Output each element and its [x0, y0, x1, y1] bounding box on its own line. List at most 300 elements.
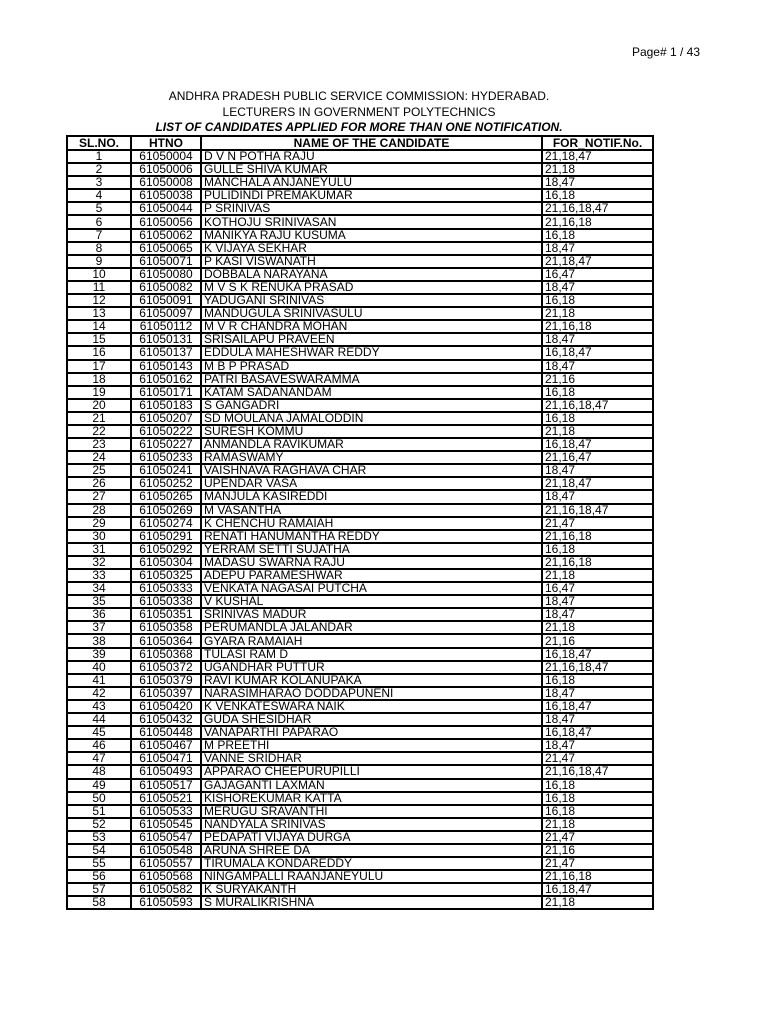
cell-htno: 61050420 [131, 700, 201, 713]
cell-notif-no: 16,18 [542, 386, 653, 399]
cell-notif-no: 16,18,47 [542, 726, 653, 739]
cell-htno: 61050432 [131, 713, 201, 726]
cell-candidate-name: NARASIMHARAO DODDAPUNENI [201, 687, 542, 700]
cell-notif-no: 16,18 [542, 674, 653, 687]
cell-slno: 21 [67, 412, 131, 425]
cell-slno: 7 [67, 229, 131, 242]
cell-slno: 11 [67, 281, 131, 294]
cell-candidate-name: M V R CHANDRA MOHAN [201, 320, 542, 333]
cell-notif-no: 18,47 [542, 464, 653, 477]
cell-candidate-name: MERUGU SRAVANTHI [201, 805, 542, 818]
cell-slno: 19 [67, 386, 131, 399]
table-row [67, 360, 653, 373]
cell-candidate-name: RAVI KUMAR KOLANUPAKA [201, 674, 542, 687]
cell-slno: 44 [67, 713, 131, 726]
table-row [67, 569, 653, 582]
cell-slno: 52 [67, 818, 131, 831]
cell-slno: 15 [67, 333, 131, 346]
column-header-name: NAME OF THE CANDIDATE [201, 136, 542, 150]
cell-notif-no: 21,47 [542, 517, 653, 530]
table-row [67, 779, 653, 792]
cell-htno: 61050364 [131, 634, 201, 647]
cell-candidate-name: MADASU SWARNA RAJU [201, 556, 542, 569]
cell-htno: 61050265 [131, 490, 201, 503]
table-row [67, 412, 653, 425]
table-row [67, 163, 653, 176]
cell-notif-no: 18,47 [542, 281, 653, 294]
post-title: LECTURERS IN GOVERNMENT POLYTECHNICS [222, 105, 496, 119]
cell-htno: 61050397 [131, 687, 201, 700]
cell-notif-no: 18,47 [542, 739, 653, 752]
cell-candidate-name: KISHOREKUMAR KATTA [201, 792, 542, 805]
cell-htno: 61050557 [131, 857, 201, 870]
cell-candidate-name: ADEPU PARAMESHWAR [201, 569, 542, 582]
cell-notif-no: 21,18 [542, 425, 653, 438]
cell-notif-no: 16,18,47 [542, 346, 653, 359]
cell-candidate-name: TULASI RAM D [201, 648, 542, 661]
table-row [67, 399, 653, 412]
table-row [67, 255, 653, 268]
cell-candidate-name: K VENKATESWARA NAIK [201, 700, 542, 713]
cell-htno: 61050325 [131, 569, 201, 582]
cell-htno: 61050006 [131, 163, 201, 176]
column-header-slno: SL.NO. [67, 136, 131, 150]
cell-slno: 43 [67, 700, 131, 713]
cell-slno: 4 [67, 189, 131, 202]
table-row [67, 608, 653, 621]
cell-candidate-name: K SURYAKANTH [201, 883, 542, 896]
cell-candidate-name: M VASANTHA [201, 504, 542, 517]
cell-slno: 34 [67, 582, 131, 595]
table-row [67, 818, 653, 831]
column-header-htno: HTNO [131, 136, 201, 150]
table-row [67, 477, 653, 490]
cell-slno: 41 [67, 674, 131, 687]
table-row [67, 831, 653, 844]
cell-candidate-name: SURESH KOMMU [201, 425, 542, 438]
table-row [67, 517, 653, 530]
cell-htno: 61050097 [131, 307, 201, 320]
cell-slno: 39 [67, 648, 131, 661]
cell-slno: 57 [67, 883, 131, 896]
cell-notif-no: 21,16,18,47 [542, 765, 653, 778]
cell-notif-no: 21,16,18,47 [542, 202, 653, 215]
table-row [67, 870, 653, 883]
cell-slno: 28 [67, 504, 131, 517]
cell-htno: 61050038 [131, 189, 201, 202]
cell-slno: 29 [67, 517, 131, 530]
table-row [67, 189, 653, 202]
table-row [67, 792, 653, 805]
cell-htno: 61050162 [131, 373, 201, 386]
cell-notif-no: 21,16,18 [542, 215, 653, 228]
cell-notif-no: 16,18 [542, 779, 653, 792]
cell-notif-no: 21,16 [542, 844, 653, 857]
table-row [67, 229, 653, 242]
cell-slno: 37 [67, 621, 131, 634]
cell-htno: 61050080 [131, 268, 201, 281]
cell-notif-no: 21,16,18 [542, 530, 653, 543]
cell-htno: 61050533 [131, 805, 201, 818]
cell-slno: 23 [67, 438, 131, 451]
cell-htno: 61050368 [131, 648, 201, 661]
cell-htno: 61050071 [131, 255, 201, 268]
cell-candidate-name: NINGAMPALLI RAANJANEYULU [201, 870, 542, 883]
cell-notif-no: 21,18,47 [542, 150, 653, 163]
cell-htno: 61050056 [131, 215, 201, 228]
cell-notif-no: 18,47 [542, 176, 653, 189]
table-row [67, 346, 653, 359]
cell-notif-no: 21,18 [542, 163, 653, 176]
cell-notif-no: 21,16,18 [542, 320, 653, 333]
table-row [67, 661, 653, 674]
table-row [67, 896, 653, 909]
cell-htno: 61050274 [131, 517, 201, 530]
cell-slno: 12 [67, 294, 131, 307]
table-row [67, 373, 653, 386]
cell-slno: 14 [67, 320, 131, 333]
table-row [67, 150, 653, 163]
cell-candidate-name: S GANGADRI [201, 399, 542, 412]
cell-candidate-name: PERUMANDLA JALANDAR [201, 621, 542, 634]
cell-slno: 6 [67, 215, 131, 228]
cell-candidate-name: VANNE SRIDHAR [201, 752, 542, 765]
table-row [67, 320, 653, 333]
cell-notif-no: 18,47 [542, 490, 653, 503]
cell-notif-no: 21,18 [542, 818, 653, 831]
cell-candidate-name: ANMANDLA RAVIKUMAR [201, 438, 542, 451]
cell-htno: 61050593 [131, 896, 201, 909]
table-row [67, 805, 653, 818]
cell-notif-no: 21,16 [542, 373, 653, 386]
cell-candidate-name: M V S K RENUKA PRASAD [201, 281, 542, 294]
cell-notif-no: 16,18,47 [542, 700, 653, 713]
cell-slno: 31 [67, 543, 131, 556]
cell-slno: 46 [67, 739, 131, 752]
cell-candidate-name: GYARA RAMAIAH [201, 634, 542, 647]
table-row [67, 451, 653, 464]
table-row [67, 438, 653, 451]
cell-slno: 10 [67, 268, 131, 281]
cell-htno: 61050333 [131, 582, 201, 595]
cell-htno: 61050008 [131, 176, 201, 189]
cell-slno: 8 [67, 242, 131, 255]
cell-notif-no: 16,18 [542, 543, 653, 556]
cell-htno: 61050351 [131, 608, 201, 621]
cell-notif-no: 21,18 [542, 896, 653, 909]
table-row [67, 281, 653, 294]
cell-notif-no: 21,18,47 [542, 255, 653, 268]
table-row [67, 621, 653, 634]
cell-candidate-name: P SRINIVAS [201, 202, 542, 215]
cell-htno: 61050112 [131, 320, 201, 333]
cell-htno: 61050137 [131, 346, 201, 359]
cell-htno: 61050471 [131, 752, 201, 765]
cell-htno: 61050547 [131, 831, 201, 844]
cell-slno: 26 [67, 477, 131, 490]
cell-candidate-name: MANDUGULA SRINIVASULU [201, 307, 542, 320]
cell-candidate-name: PULIDINDI PREMAKUMAR [201, 189, 542, 202]
cell-htno: 61050521 [131, 792, 201, 805]
cell-slno: 45 [67, 726, 131, 739]
cell-candidate-name: D V N POTHA RAJU [201, 150, 542, 163]
cell-notif-no: 16,18 [542, 294, 653, 307]
cell-notif-no: 21,18,47 [542, 477, 653, 490]
cell-notif-no: 21,18 [542, 569, 653, 582]
cell-htno: 61050082 [131, 281, 201, 294]
cell-slno: 16 [67, 346, 131, 359]
table-row [67, 765, 653, 778]
cell-slno: 51 [67, 805, 131, 818]
table-row [67, 307, 653, 320]
cell-slno: 49 [67, 779, 131, 792]
cell-notif-no: 21,18 [542, 307, 653, 320]
cell-slno: 18 [67, 373, 131, 386]
cell-candidate-name: KATAM SADANANDAM [201, 386, 542, 399]
cell-notif-no: 21,18 [542, 621, 653, 634]
cell-candidate-name: KOTHOJU SRINIVASAN [201, 215, 542, 228]
cell-candidate-name: M PREETHI [201, 739, 542, 752]
table-row [67, 883, 653, 896]
table-row [67, 556, 653, 569]
cell-candidate-name: GAJAGANTI LAXMAN [201, 779, 542, 792]
cell-slno: 13 [67, 307, 131, 320]
cell-notif-no: 16,18 [542, 412, 653, 425]
cell-htno: 61050548 [131, 844, 201, 857]
cell-htno: 61050372 [131, 661, 201, 674]
cell-notif-no: 16,18 [542, 805, 653, 818]
cell-slno: 40 [67, 661, 131, 674]
cell-htno: 61050227 [131, 438, 201, 451]
cell-slno: 3 [67, 176, 131, 189]
cell-slno: 20 [67, 399, 131, 412]
cell-slno: 17 [67, 360, 131, 373]
table-row [67, 530, 653, 543]
cell-htno: 61050241 [131, 464, 201, 477]
cell-notif-no: 21,16,18,47 [542, 661, 653, 674]
cell-htno: 61050448 [131, 726, 201, 739]
cell-slno: 33 [67, 569, 131, 582]
cell-slno: 1 [67, 150, 131, 163]
cell-htno: 61050252 [131, 477, 201, 490]
cell-candidate-name: APPARAO CHEEPURUPILLI [201, 765, 542, 778]
cell-htno: 61050004 [131, 150, 201, 163]
cell-slno: 5 [67, 202, 131, 215]
cell-slno: 22 [67, 425, 131, 438]
cell-candidate-name: YADUGANI SRINIVAS [201, 294, 542, 307]
cell-candidate-name: MANIKYA RAJU KUSUMA [201, 229, 542, 242]
cell-htno: 61050291 [131, 530, 201, 543]
list-title: LIST OF CANDIDATES APPLIED FOR MORE THAN ONE NOTIFICATION. [155, 120, 563, 134]
cell-candidate-name: SRISAILAPU PRAVEEN [201, 333, 542, 346]
cell-candidate-name: K CHENCHU RAMAIAH [201, 517, 542, 530]
cell-htno: 61050207 [131, 412, 201, 425]
cell-notif-no: 18,47 [542, 713, 653, 726]
cell-slno: 55 [67, 857, 131, 870]
table-row [67, 464, 653, 477]
cell-candidate-name: EDDULA MAHESHWAR REDDY [201, 346, 542, 359]
cell-htno: 61050143 [131, 360, 201, 373]
table-row [67, 386, 653, 399]
cell-candidate-name: SD MOULANA JAMALODDIN [201, 412, 542, 425]
cell-candidate-name: VENKATA NAGASAI PUTCHA [201, 582, 542, 595]
table-row [67, 333, 653, 346]
cell-notif-no: 16,47 [542, 268, 653, 281]
table-row [67, 595, 653, 608]
cell-candidate-name: GUDA SHESIDHAR [201, 713, 542, 726]
cell-notif-no: 21,16,47 [542, 451, 653, 464]
cell-slno: 56 [67, 870, 131, 883]
cell-candidate-name: ARUNA SHREE DA [201, 844, 542, 857]
cell-slno: 50 [67, 792, 131, 805]
cell-notif-no: 18,47 [542, 242, 653, 255]
cell-candidate-name: K VIJAYA SEKHAR [201, 242, 542, 255]
cell-htno: 61050358 [131, 621, 201, 634]
table-row [67, 202, 653, 215]
cell-candidate-name: DOBBALA NARAYANA [201, 268, 542, 281]
cell-notif-no: 18,47 [542, 595, 653, 608]
table-row [67, 294, 653, 307]
cell-notif-no: 18,47 [542, 687, 653, 700]
commission-title: ANDHRA PRADESH PUBLIC SERVICE COMMISSION: HYDERABAD. [168, 89, 550, 103]
cell-htno: 61050131 [131, 333, 201, 346]
cell-htno: 61050091 [131, 294, 201, 307]
cell-slno: 35 [67, 595, 131, 608]
table-row [67, 425, 653, 438]
cell-slno: 27 [67, 490, 131, 503]
cell-candidate-name: MANJULA KASIREDDI [201, 490, 542, 503]
table-row [67, 726, 653, 739]
cell-notif-no: 21,47 [542, 831, 653, 844]
cell-htno: 61050269 [131, 504, 201, 517]
cell-htno: 61050582 [131, 883, 201, 896]
cell-candidate-name: MANCHALA ANJANEYULU [201, 176, 542, 189]
cell-candidate-name: S MURALIKRISHNA [201, 896, 542, 909]
table-row [67, 752, 653, 765]
table-row [67, 739, 653, 752]
cell-slno: 42 [67, 687, 131, 700]
cell-htno: 61050222 [131, 425, 201, 438]
table-row [67, 687, 653, 700]
page-number: Page# 1 / 43 [631, 45, 700, 59]
cell-candidate-name: PEDAPATI VIJAYA DURGA [201, 831, 542, 844]
cell-notif-no: 16,18 [542, 792, 653, 805]
cell-htno: 61050183 [131, 399, 201, 412]
cell-htno: 61050171 [131, 386, 201, 399]
cell-candidate-name: PATRI BASAVESWARAMMA [201, 373, 542, 386]
cell-candidate-name: NANDYALA SRINIVAS [201, 818, 542, 831]
cell-slno: 30 [67, 530, 131, 543]
table-row [67, 504, 653, 517]
cell-candidate-name: P KASI VISWANATH [201, 255, 542, 268]
cell-candidate-name: RENATI HANUMANTHA REDDY [201, 530, 542, 543]
cell-notif-no: 21,16 [542, 634, 653, 647]
table-row [67, 674, 653, 687]
cell-slno: 24 [67, 451, 131, 464]
cell-htno: 61050568 [131, 870, 201, 883]
cell-notif-no: 16,18,47 [542, 648, 653, 661]
table-row [67, 700, 653, 713]
cell-notif-no: 21,47 [542, 857, 653, 870]
cell-notif-no: 16,47 [542, 582, 653, 595]
cell-candidate-name: M B P PRASAD [201, 360, 542, 373]
cell-htno: 61050304 [131, 556, 201, 569]
cell-candidate-name: UPENDAR VASA [201, 477, 542, 490]
cell-slno: 32 [67, 556, 131, 569]
table-header-row [67, 136, 653, 150]
cell-notif-no: 18,47 [542, 608, 653, 621]
cell-slno: 47 [67, 752, 131, 765]
cell-htno: 61050338 [131, 595, 201, 608]
cell-htno: 61050493 [131, 765, 201, 778]
table-row [67, 268, 653, 281]
table-row [67, 648, 653, 661]
cell-notif-no: 16,18,47 [542, 438, 653, 451]
cell-slno: 36 [67, 608, 131, 621]
cell-notif-no: 18,47 [542, 333, 653, 346]
cell-notif-no: 21,16,18,47 [542, 504, 653, 517]
cell-candidate-name: VANAPARTHI PAPARAO [201, 726, 542, 739]
candidates-table [66, 135, 654, 910]
cell-slno: 54 [67, 844, 131, 857]
table-row [67, 176, 653, 189]
cell-notif-no: 16,18,47 [542, 883, 653, 896]
cell-notif-no: 21,47 [542, 752, 653, 765]
cell-slno: 58 [67, 896, 131, 909]
cell-htno: 61050062 [131, 229, 201, 242]
table-row [67, 242, 653, 255]
cell-slno: 38 [67, 634, 131, 647]
cell-slno: 9 [67, 255, 131, 268]
cell-slno: 48 [67, 765, 131, 778]
cell-htno: 61050065 [131, 242, 201, 255]
cell-htno: 61050467 [131, 739, 201, 752]
cell-notif-no: 21,16,18,47 [542, 399, 653, 412]
cell-slno: 25 [67, 464, 131, 477]
cell-notif-no: 21,16,18 [542, 870, 653, 883]
column-header-notif: FOR_NOTIF.No. [542, 136, 653, 150]
table-row [67, 857, 653, 870]
cell-slno: 53 [67, 831, 131, 844]
cell-notif-no: 21,16,18 [542, 556, 653, 569]
table-row [67, 713, 653, 726]
cell-htno: 61050233 [131, 451, 201, 464]
cell-slno: 2 [67, 163, 131, 176]
cell-candidate-name: VAISHNAVA RAGHAVA CHAR [201, 464, 542, 477]
cell-htno: 61050545 [131, 818, 201, 831]
cell-candidate-name: YERRAM SETTI SUJATHA [201, 543, 542, 556]
cell-notif-no: 16,18 [542, 229, 653, 242]
cell-htno: 61050292 [131, 543, 201, 556]
table-row [67, 543, 653, 556]
cell-htno: 61050379 [131, 674, 201, 687]
cell-notif-no: 18,47 [542, 360, 653, 373]
cell-candidate-name: SRINIVAS MADUR [201, 608, 542, 621]
table-row [67, 634, 653, 647]
cell-candidate-name: UGANDHAR PUTTUR [201, 661, 542, 674]
table-row [67, 490, 653, 503]
cell-htno: 61050517 [131, 779, 201, 792]
cell-candidate-name: TIRUMALA KONDAREDDY [201, 857, 542, 870]
cell-candidate-name: GULLE SHIVA KUMAR [201, 163, 542, 176]
cell-candidate-name: RAMASWAMY [201, 451, 542, 464]
table-row [67, 215, 653, 228]
cell-candidate-name: V KUSHAL [201, 595, 542, 608]
cell-htno: 61050044 [131, 202, 201, 215]
table-row [67, 582, 653, 595]
table-row [67, 844, 653, 857]
cell-notif-no: 16,18 [542, 189, 653, 202]
